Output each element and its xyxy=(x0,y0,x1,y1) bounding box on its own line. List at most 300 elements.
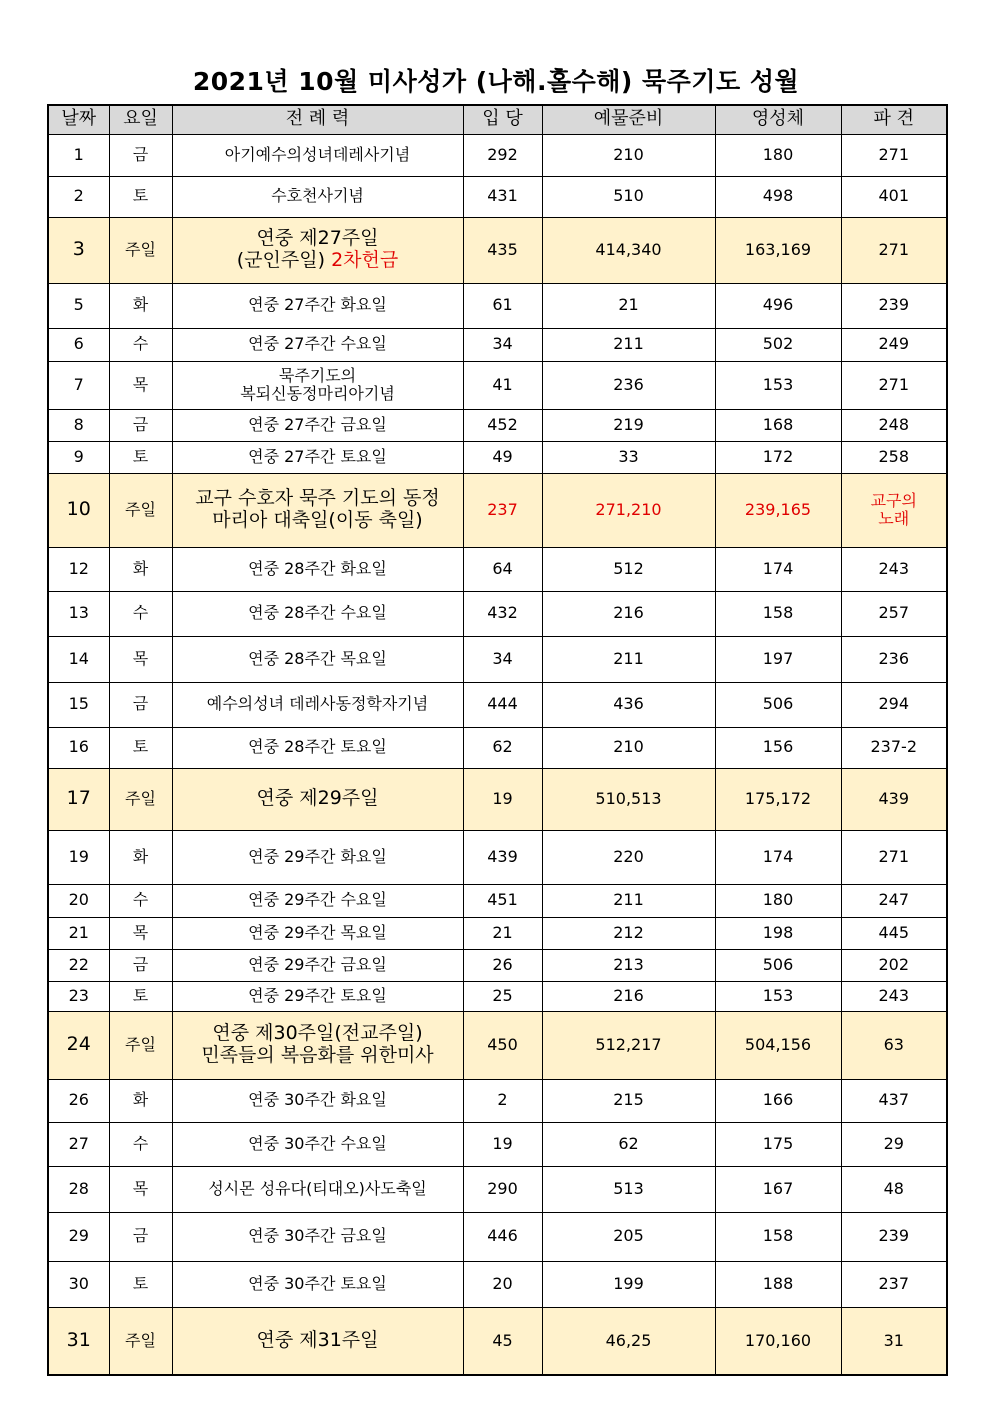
liturgy-cell xyxy=(172,636,463,682)
communion-cell xyxy=(715,830,841,884)
dismissal-cell xyxy=(841,217,947,283)
dismissal-text: 237-2 xyxy=(870,737,917,757)
header-liturgy: 전 례 력 xyxy=(172,105,463,134)
day-text: 21 xyxy=(68,922,89,942)
offertory-cell xyxy=(542,682,715,727)
day-cell xyxy=(48,217,109,283)
dismissal-text: 48 xyxy=(883,1178,904,1198)
offertory-cell xyxy=(542,176,715,217)
offertory-text: 199 xyxy=(613,1273,644,1293)
liturgy-text: 연중 30주간 수요일 xyxy=(248,1133,387,1153)
liturgy-text: 연중 27주간 화요일 xyxy=(248,295,387,315)
dismissal-text: 239 xyxy=(878,1226,910,1246)
entrance-text: 26 xyxy=(492,954,513,974)
offertory-cell xyxy=(542,1261,715,1307)
offertory-text: 512,217 xyxy=(595,1034,662,1054)
weekday-text: 주일 xyxy=(125,239,156,259)
entrance-cell xyxy=(463,884,542,917)
liturgy-cell xyxy=(172,949,463,981)
table-row xyxy=(48,1011,947,1079)
entrance-cell xyxy=(463,917,542,949)
day-cell xyxy=(48,981,109,1011)
day-cell xyxy=(48,134,109,176)
table-row xyxy=(48,1079,947,1122)
weekday-cell xyxy=(109,682,172,727)
communion-cell xyxy=(715,727,841,768)
entrance-cell xyxy=(463,1011,542,1079)
dismissal-cell xyxy=(841,768,947,830)
weekday-text: 수 xyxy=(132,890,149,910)
communion-text: 506 xyxy=(762,954,794,974)
offertory-text: 211 xyxy=(613,890,644,910)
day-text: 10 xyxy=(66,498,91,521)
communion-cell xyxy=(715,328,841,361)
entrance-cell xyxy=(463,217,542,283)
weekday-cell xyxy=(109,441,172,473)
day-text: 16 xyxy=(68,737,89,757)
weekday-text: 토 xyxy=(132,985,149,1005)
day-cell xyxy=(48,283,109,328)
weekday-text: 토 xyxy=(132,1273,149,1293)
entrance-cell xyxy=(463,1166,542,1212)
communion-cell xyxy=(715,682,841,727)
communion-text: 163,169 xyxy=(744,239,812,259)
day-text: 26 xyxy=(68,1090,89,1110)
entrance-cell xyxy=(463,830,542,884)
day-cell xyxy=(48,1261,109,1307)
day-cell xyxy=(48,1307,109,1375)
table-row xyxy=(48,830,947,884)
day-text: 5 xyxy=(73,295,84,315)
offertory-cell xyxy=(542,409,715,441)
entrance-text: 292 xyxy=(487,144,518,164)
liturgy-text: 연중 27주간 금요일 xyxy=(248,414,387,434)
offertory-text: 33 xyxy=(618,446,639,466)
communion-cell xyxy=(715,283,841,328)
liturgy-note-text: 2차헌금 xyxy=(331,249,399,271)
entrance-text: 25 xyxy=(492,985,513,1005)
dismissal-text: 202 xyxy=(878,954,910,974)
communion-text: 166 xyxy=(762,1090,794,1110)
weekday-text: 화 xyxy=(132,846,149,866)
weekday-cell xyxy=(109,1261,172,1307)
weekday-text: 목 xyxy=(132,1178,149,1198)
communion-cell xyxy=(715,949,841,981)
communion-text: 174 xyxy=(762,846,794,866)
weekday-text: 수 xyxy=(132,334,149,354)
weekday-text: 주일 xyxy=(125,499,156,519)
dismissal-cell xyxy=(841,1212,947,1261)
table-row xyxy=(48,441,947,473)
day-text: 31 xyxy=(66,1328,91,1351)
header-dismissal: 파 견 xyxy=(841,105,947,134)
weekday-cell xyxy=(109,917,172,949)
entrance-text: 444 xyxy=(487,694,518,714)
communion-cell xyxy=(715,981,841,1011)
table-row xyxy=(48,884,947,917)
liturgy-text: 연중 27주간 수요일 xyxy=(248,334,387,354)
day-text: 9 xyxy=(73,446,84,466)
communion-text: 197 xyxy=(762,648,794,668)
table-row xyxy=(48,682,947,727)
offertory-text: 220 xyxy=(613,846,644,866)
entrance-text: 61 xyxy=(492,295,513,315)
liturgy-text: 연중 제30주일(전교주일) xyxy=(212,1022,423,1045)
weekday-text: 토 xyxy=(132,186,149,206)
offertory-cell xyxy=(542,949,715,981)
weekday-cell xyxy=(109,176,172,217)
communion-text: 158 xyxy=(762,1226,794,1246)
dismissal-cell xyxy=(841,283,947,328)
offertory-text: 271,210 xyxy=(595,499,662,519)
table-row xyxy=(48,591,947,636)
liturgy-cell xyxy=(172,1166,463,1212)
day-cell xyxy=(48,727,109,768)
communion-text: 158 xyxy=(762,603,794,623)
table-row xyxy=(48,917,947,949)
offertory-text: 236 xyxy=(613,374,644,394)
entrance-text: 439 xyxy=(487,846,518,866)
entrance-cell xyxy=(463,1079,542,1122)
day-cell xyxy=(48,441,109,473)
day-cell xyxy=(48,361,109,409)
day-text: 24 xyxy=(66,1033,91,1056)
table-row xyxy=(48,1122,947,1166)
offertory-text: 46,25 xyxy=(605,1330,652,1350)
weekday-text: 화 xyxy=(132,295,149,315)
dismissal-cell xyxy=(841,727,947,768)
day-cell xyxy=(48,1212,109,1261)
dismissal-text: 258 xyxy=(878,446,910,466)
offertory-cell xyxy=(542,1212,715,1261)
weekday-cell xyxy=(109,361,172,409)
communion-text: 188 xyxy=(762,1273,794,1293)
liturgy-text: 묵주기도의 xyxy=(278,365,357,385)
entrance-cell xyxy=(463,1261,542,1307)
mass-hymn-table xyxy=(47,104,948,1376)
dismissal-cell xyxy=(841,361,947,409)
communion-cell xyxy=(715,473,841,547)
offertory-text: 510 xyxy=(613,186,644,206)
weekday-cell xyxy=(109,1307,172,1375)
liturgy-text: 연중 28주간 토요일 xyxy=(248,737,387,757)
dismissal-text: 236 xyxy=(878,648,910,668)
weekday-text: 금 xyxy=(132,414,149,434)
dismissal-cell xyxy=(841,134,947,176)
dismissal-cell xyxy=(841,547,947,591)
dismissal-text: 29 xyxy=(883,1133,904,1153)
liturgy-cell xyxy=(172,217,463,283)
entrance-text: 20 xyxy=(492,1273,513,1293)
liturgy-cell xyxy=(172,682,463,727)
day-cell xyxy=(48,1166,109,1212)
communion-cell xyxy=(715,884,841,917)
weekday-text: 수 xyxy=(132,1133,149,1153)
dismissal-cell xyxy=(841,1261,947,1307)
liturgy-text: 연중 28주간 화요일 xyxy=(248,558,387,578)
offertory-text: 212 xyxy=(613,922,644,942)
offertory-cell xyxy=(542,473,715,547)
communion-text: 506 xyxy=(762,694,794,714)
communion-text: 172 xyxy=(762,446,794,466)
table-row xyxy=(48,1212,947,1261)
offertory-text: 211 xyxy=(613,648,644,668)
entrance-cell xyxy=(463,636,542,682)
liturgy-text-line2: 민족들의 복음화를 위한미사 xyxy=(201,1044,434,1066)
weekday-text: 토 xyxy=(132,737,149,757)
day-text: 3 xyxy=(72,238,85,261)
day-cell xyxy=(48,176,109,217)
liturgy-cell xyxy=(172,1079,463,1122)
dismissal-text: 294 xyxy=(878,694,910,714)
offertory-text: 219 xyxy=(613,414,644,434)
weekday-text: 목 xyxy=(132,374,149,394)
weekday-cell xyxy=(109,591,172,636)
weekday-text: 금 xyxy=(132,954,149,974)
day-text: 19 xyxy=(68,846,89,866)
liturgy-cell xyxy=(172,917,463,949)
liturgy-cell xyxy=(172,1261,463,1307)
table-row xyxy=(48,1261,947,1307)
day-text: 30 xyxy=(68,1273,89,1293)
day-text: 2 xyxy=(73,186,84,206)
weekday-cell xyxy=(109,1212,172,1261)
day-cell xyxy=(48,682,109,727)
entrance-text: 432 xyxy=(487,603,518,623)
communion-cell xyxy=(715,1307,841,1375)
weekday-cell xyxy=(109,217,172,283)
day-text: 7 xyxy=(73,374,84,394)
liturgy-text: 연중 30주간 토요일 xyxy=(248,1273,387,1293)
liturgy-text-line2: 마리아 대축일(이동 축일) xyxy=(212,509,423,531)
entrance-cell xyxy=(463,361,542,409)
dismissal-cell xyxy=(841,409,947,441)
liturgy-text: 연중 제31주일 xyxy=(256,1328,379,1351)
dismissal-text: 243 xyxy=(878,558,910,578)
liturgy-text: 연중 29주간 금요일 xyxy=(248,954,387,974)
table-row xyxy=(48,217,947,283)
communion-cell xyxy=(715,134,841,176)
day-cell xyxy=(48,473,109,547)
dismissal-text: 271 xyxy=(878,239,910,259)
dismissal-cell xyxy=(841,591,947,636)
dismissal-text: 271 xyxy=(878,846,910,866)
offertory-text: 436 xyxy=(613,694,644,714)
liturgy-cell xyxy=(172,768,463,830)
communion-cell xyxy=(715,1079,841,1122)
liturgy-cell xyxy=(172,547,463,591)
dismissal-text: 271 xyxy=(878,144,910,164)
dismissal-cell xyxy=(841,1079,947,1122)
entrance-text: 21 xyxy=(492,922,513,942)
weekday-cell xyxy=(109,727,172,768)
dismissal-text: 271 xyxy=(878,374,910,394)
dismissal-text: 31 xyxy=(883,1330,904,1350)
dismissal-text: 248 xyxy=(878,414,910,434)
dismissal-cell xyxy=(841,1166,947,1212)
offertory-cell xyxy=(542,283,715,328)
offertory-text: 210 xyxy=(613,144,644,164)
liturgy-cell xyxy=(172,283,463,328)
communion-text: 170,160 xyxy=(744,1330,812,1350)
day-cell xyxy=(48,1011,109,1079)
day-cell xyxy=(48,949,109,981)
dismissal-cell xyxy=(841,949,947,981)
offertory-cell xyxy=(542,1307,715,1375)
weekday-text: 주일 xyxy=(125,788,156,808)
entrance-cell xyxy=(463,1122,542,1166)
liturgy-cell xyxy=(172,473,463,547)
liturgy-cell xyxy=(172,1212,463,1261)
offertory-cell xyxy=(542,917,715,949)
communion-cell xyxy=(715,361,841,409)
offertory-text: 216 xyxy=(613,603,644,623)
communion-cell xyxy=(715,217,841,283)
table-row xyxy=(48,768,947,830)
liturgy-text: 연중 29주간 목요일 xyxy=(248,922,387,942)
day-text: 22 xyxy=(68,954,89,974)
entrance-text: 290 xyxy=(487,1178,518,1198)
entrance-text: 435 xyxy=(487,239,518,259)
weekday-cell xyxy=(109,328,172,361)
offertory-cell xyxy=(542,768,715,830)
weekday-cell xyxy=(109,1011,172,1079)
liturgy-text: 교구 수호자 묵주 기도의 동정 xyxy=(195,487,440,510)
dismissal-text: 63 xyxy=(883,1034,904,1054)
entrance-cell xyxy=(463,1212,542,1261)
offertory-cell xyxy=(542,591,715,636)
entrance-text: 2 xyxy=(497,1090,508,1110)
offertory-text: 210 xyxy=(613,737,644,757)
dismissal-cell xyxy=(841,1307,947,1375)
weekday-text: 금 xyxy=(132,694,149,714)
weekday-text: 금 xyxy=(132,144,149,164)
offertory-text: 510,513 xyxy=(595,788,662,808)
liturgy-text: 아기예수의성녀데레사기념 xyxy=(224,144,411,164)
table-row xyxy=(48,981,947,1011)
day-text: 6 xyxy=(73,334,84,354)
liturgy-text-line2: (군인주일) xyxy=(236,249,332,271)
liturgy-cell xyxy=(172,981,463,1011)
liturgy-cell xyxy=(172,830,463,884)
day-text: 8 xyxy=(73,414,84,434)
liturgy-cell xyxy=(172,441,463,473)
communion-cell xyxy=(715,1212,841,1261)
dismissal-cell xyxy=(841,682,947,727)
weekday-cell xyxy=(109,949,172,981)
weekday-cell xyxy=(109,884,172,917)
weekday-text: 토 xyxy=(132,446,149,466)
table-row xyxy=(48,409,947,441)
day-cell xyxy=(48,884,109,917)
communion-text: 175,172 xyxy=(744,788,812,808)
day-text: 1 xyxy=(73,144,84,164)
liturgy-text: 예수의성녀 데레사동정학자기념 xyxy=(206,694,429,714)
liturgy-text: 연중 29주간 수요일 xyxy=(248,890,387,910)
day-cell xyxy=(48,1079,109,1122)
offertory-cell xyxy=(542,547,715,591)
liturgy-cell xyxy=(172,361,463,409)
liturgy-text: 연중 제27주일 xyxy=(256,227,379,250)
communion-text: 175 xyxy=(762,1133,794,1153)
dismissal-text: 243 xyxy=(878,985,910,1005)
entrance-cell xyxy=(463,441,542,473)
communion-cell xyxy=(715,1261,841,1307)
weekday-cell xyxy=(109,473,172,547)
weekday-text: 목 xyxy=(132,922,149,942)
entrance-text: 450 xyxy=(487,1034,518,1054)
communion-text: 498 xyxy=(762,186,794,206)
dismissal-text: 239 xyxy=(878,295,910,315)
communion-cell xyxy=(715,176,841,217)
communion-text: 180 xyxy=(762,890,794,910)
dismissal-cell xyxy=(841,176,947,217)
day-text: 27 xyxy=(68,1133,89,1153)
liturgy-text: 연중 29주간 토요일 xyxy=(248,985,387,1005)
day-text: 28 xyxy=(68,1178,89,1198)
dismissal-cell xyxy=(841,830,947,884)
liturgy-text: 연중 28주간 목요일 xyxy=(248,648,387,668)
table-row xyxy=(48,328,947,361)
entrance-cell xyxy=(463,134,542,176)
weekday-cell xyxy=(109,1079,172,1122)
entrance-text: 45 xyxy=(492,1330,513,1350)
weekday-text: 화 xyxy=(132,558,149,578)
entrance-cell xyxy=(463,547,542,591)
table-row xyxy=(48,473,947,547)
offertory-cell xyxy=(542,981,715,1011)
dismissal-cell xyxy=(841,1122,947,1166)
dismissal-text: 247 xyxy=(878,890,910,910)
offertory-text: 205 xyxy=(613,1226,644,1246)
liturgy-cell xyxy=(172,176,463,217)
table-row xyxy=(48,636,947,682)
communion-cell xyxy=(715,917,841,949)
dismissal-text: 237 xyxy=(878,1273,910,1293)
header-offertory: 예물준비 xyxy=(542,105,715,134)
offertory-cell xyxy=(542,830,715,884)
day-cell xyxy=(48,830,109,884)
entrance-text: 64 xyxy=(492,558,513,578)
liturgy-cell xyxy=(172,1011,463,1079)
liturgy-cell xyxy=(172,1307,463,1375)
liturgy-cell xyxy=(172,884,463,917)
offertory-cell xyxy=(542,1011,715,1079)
dismissal-text: 439 xyxy=(878,788,910,808)
liturgy-text: 연중 30주간 화요일 xyxy=(248,1090,387,1110)
dismissal-cell xyxy=(841,917,947,949)
entrance-cell xyxy=(463,176,542,217)
weekday-cell xyxy=(109,283,172,328)
offertory-text: 512 xyxy=(613,558,644,578)
liturgy-text: 수호천사기념 xyxy=(271,186,364,206)
communion-text: 156 xyxy=(762,737,794,757)
communion-text: 502 xyxy=(762,334,794,354)
entrance-text: 451 xyxy=(487,890,518,910)
entrance-cell xyxy=(463,682,542,727)
entrance-text: 34 xyxy=(492,334,513,354)
entrance-text: 62 xyxy=(492,737,513,757)
liturgy-cell xyxy=(172,328,463,361)
liturgy-text: 연중 제29주일 xyxy=(256,787,379,810)
dismissal-text: 445 xyxy=(878,922,910,942)
communion-cell xyxy=(715,591,841,636)
liturgy-text: 연중 29주간 화요일 xyxy=(248,846,387,866)
day-text: 17 xyxy=(66,787,91,810)
offertory-text: 211 xyxy=(613,334,644,354)
communion-text: 504,156 xyxy=(744,1034,812,1054)
liturgy-text-line2: 복되신동정마리아기념 xyxy=(240,384,395,403)
